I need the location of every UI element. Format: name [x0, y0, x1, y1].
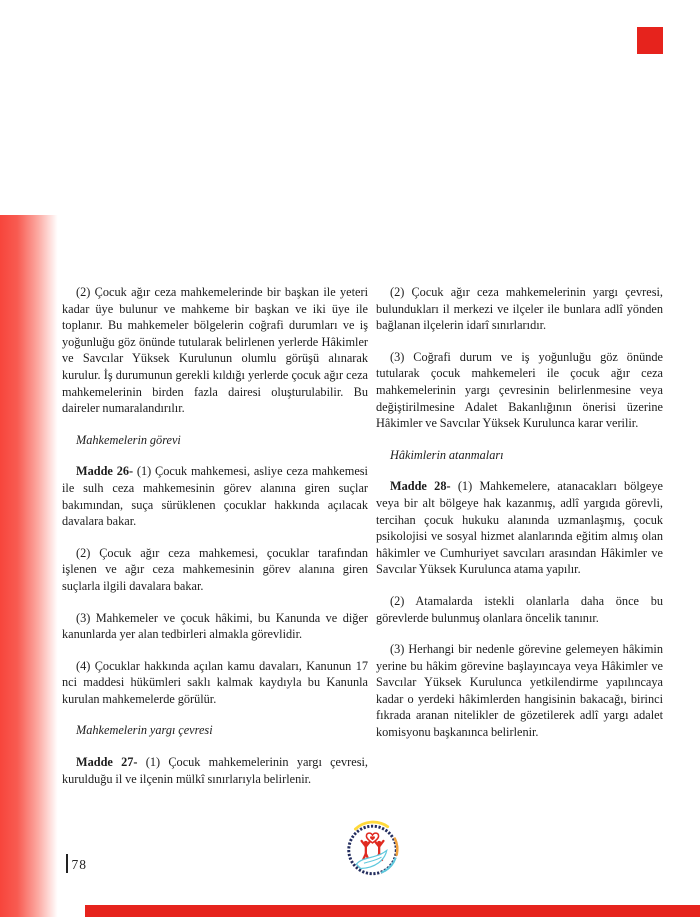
paragraph: [376, 349, 663, 432]
paragraph: [62, 610, 368, 643]
left-column: [62, 284, 368, 802]
heading-text: Hâkimlerin atanmaları: [390, 447, 504, 462]
paragraph: [62, 754, 368, 787]
paragraph-text: (1) Çocuk mahkemelerinin yargı çevresi, kurulduğu il ve ilçenin mülkî sınırlarıyla belirlenir.: [62, 755, 368, 786]
page-number: [66, 854, 87, 873]
heading-text: Mahkemelerin görevi: [76, 432, 181, 447]
paragraph-text: (2) Çocuk ağır ceza mahkemelerinin yargı çevresi, bulundukları il merkezi ve ilçeler ile bunlara adlî yönden bağlanan ilçelerin idarî sınırlarıdır.: [376, 285, 663, 333]
children-heart-dove-emblem-icon: [344, 820, 401, 878]
text-columns: [62, 284, 663, 802]
paragraph-text: (3) Herhangi bir nedenle görevine gelemeyen hâkimin yerine bu hâkim görevine başlayıncaya veya Hâkimler ve Savcılar Yüksek Kurulunca yetkilendirme yapılıncaya kadar o yerdeki hâkimlerden hangisinin bakacağı, birinci fıkrada aranan nitelikler de gözetilerek adlî yargı adalet komisyonu başkanınca belirlenir.: [376, 642, 663, 740]
page-number-rule: [66, 854, 68, 873]
paragraph: [62, 545, 368, 595]
left-gradient-band: [0, 215, 62, 917]
paragraph-text: (3) Coğrafi durum ve iş yoğunluğu göz önünde tutularak çocuk mahkemeleri ile çocuk ağır ceza mahkemelerinin yargı çevresinin belirlenmesine veya değiştirilmesine Adalet Bakanlığının önerisi üzerine Hâkimler ve Savcılar Yüksek Kurulunca karar verilir.: [376, 349, 663, 431]
section-heading: [62, 432, 368, 449]
paragraph-text: (1) Çocuk mahkemesi, asliye ceza mahkemesi ile sulh ceza mahkemesinin görev alanına giren suçlar bakımından, suça sürüklenen çocuklar hakkında açılacak davalara bakar.: [62, 464, 368, 529]
heading-text: Mahkemelerin yargı çevresi: [76, 723, 213, 738]
paragraph-text: (2) Atamalarda istekli olanlarla daha önce bu görevlerde bulunmuş olanlara öncelik tanınır.: [376, 593, 663, 625]
section-heading: [376, 447, 663, 464]
article-number: Madde 28-: [390, 479, 451, 494]
paragraph-text: (3) Mahkemeler ve çocuk hâkimi, bu Kanunda ve diğer kanunlarda yer alan tedbirleri almakla görevlidir.: [62, 610, 368, 642]
paragraph: [376, 593, 663, 626]
paragraph-text: (2) Çocuk ağır ceza mahkemesi, çocuklar tarafından işlenen ve ağır ceza mahkemesinin görev alanına giren suçlarla ilgili davalara bakar.: [62, 545, 368, 593]
paragraph: [376, 284, 663, 334]
bottom-red-rule: [85, 905, 700, 917]
paragraph-text: (1) Mahkemelere, atanacakları bölgeye veya bir alt bölgeye hak kazanmış, adlî yargıda görevli, tercihan çocuk hukuku alanında uzmanlaşmış, çocuk psikolojisi ve sosyal hizmet alanlarında eğitim almış olan hâkimler ve Cumhuriyet savcıları arasından Hâkimler ve Savcılar Yüksek Kurulunca atama yapılır.: [376, 479, 663, 577]
paragraph-text: (4) Çocuklar hakkında açılan kamu davaları, Kanunun 17 nci maddesi hükümleri saklı kalmak kaydıyla bu Kanunla kurulan mahkemelerde görülür.: [62, 658, 368, 706]
paragraph-text: (2) Çocuk ağır ceza mahkemelerinde bir başkan ile yeteri kadar üye bulunur ve mahkeme bir başkan ve iki üye ile toplanır. Bu mahkemeler bölgelerin coğrafi durumları ve iş yoğunluğu göz önünde tutularak belirlenen yerlerde Hâkimler ve Savcılar Yüksek Kurulunun olumlu görüşü alınarak kurulur. İş durumunun gerekli kıldığı yerlerde çocuk ağır ceza mahkemelerinin birden fazla dairesi oluşturulabilir. Bu daireler numaralandırılır.: [62, 285, 368, 416]
paragraph: [376, 478, 663, 578]
paragraph: [62, 284, 368, 417]
page-number-value: 78: [71, 857, 87, 872]
paragraph: [62, 463, 368, 529]
article-number: Madde 27-: [76, 755, 138, 770]
article-number: Madde 26-: [76, 464, 134, 479]
paragraph: [62, 658, 368, 708]
corner-red-square: [637, 27, 663, 54]
right-column: [376, 284, 663, 802]
section-heading: [62, 722, 368, 739]
paragraph: [376, 641, 663, 741]
